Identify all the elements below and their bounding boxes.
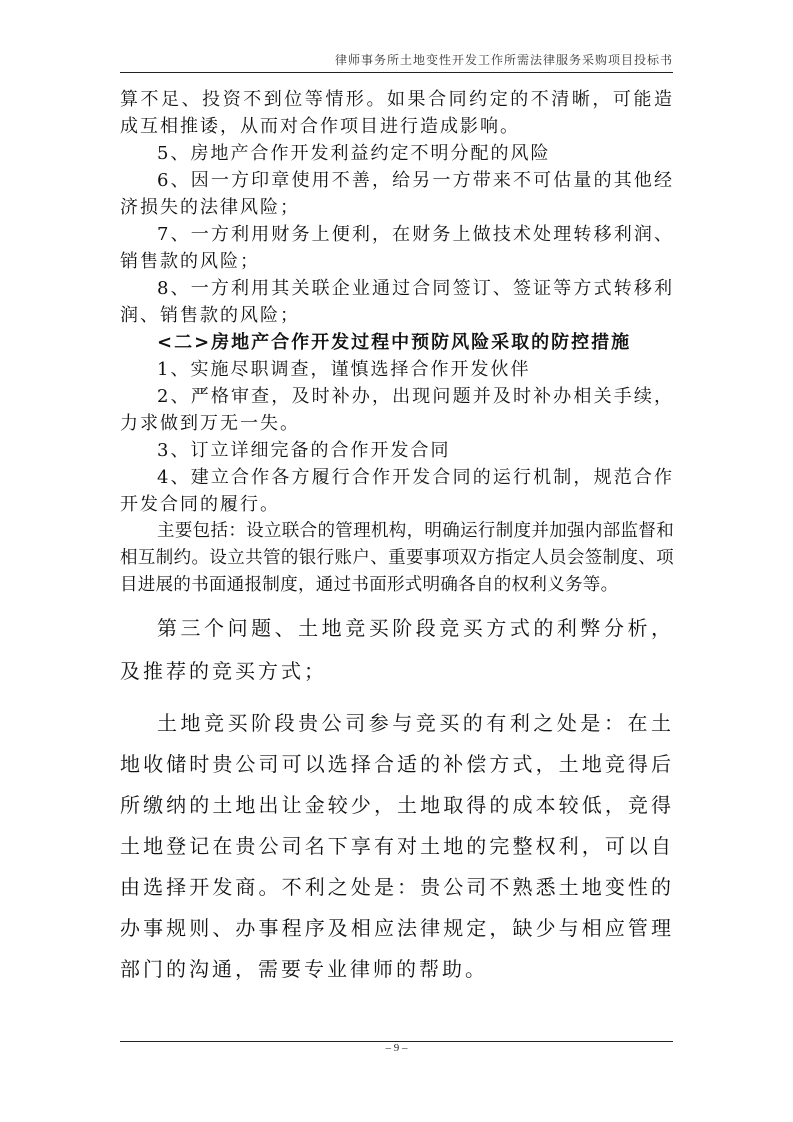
risk-item-7: 7、一方利用财务上便利，在财务上做技术处理转移利润、销售款的风险； bbox=[120, 224, 674, 272]
section-heading-prevention: <二>房地产合作开发过程中预防风险采取的防控措施 bbox=[157, 332, 632, 353]
measure-item-1: 1、实施尽职调查，谨慎选择合作开发伙伴 bbox=[157, 359, 531, 380]
bidding-analysis-paragraph: 土地竞买阶段贵公司参与竞买的有利之处是：在土地收储时贵公司可以选择合适的补偿方式，土地竞得后所缴纳的土地出让金较少，土地取得的成本较低，竞得土地登记在贵公司名下享有对土地的完整权利，可以自由选择开发商。不利之处是：贵公司不熟悉土地变性的办事规则、办事程序及相应法律规定，缺少与相应管理部门的沟通，需要专业律师的帮助。 bbox=[120, 711, 674, 981]
measure-item-2: 2、严格审查，及时补办，出现问题并及时补办相关手续，力求做到万无一失。 bbox=[120, 386, 674, 434]
paragraph-continuation: 算不足、投资不到位等情形。如果合同约定的不清晰，可能造成互相推诿，从而对合作项目进行造成影响。 bbox=[120, 89, 674, 137]
risk-item-6: 6、因一方印章使用不善，给另一方带来不可估量的其他经济损失的法律风险； bbox=[120, 170, 674, 218]
measure-details: 主要包括：设立联合的管理机构，明确运行制度并加强内部监督和相互制约。设立共管的银行账户、重要事项双方指定人员会签制度、项目进展的书面通报制度，通过书面形式明确各自的权利义务等。 bbox=[120, 521, 674, 595]
header-title: 律师事务所土地变性开发工作所需法律服务采购项目投标书 bbox=[334, 53, 673, 67]
risk-item-5: 5、房地产合作开发利益约定不明分配的风险 bbox=[157, 143, 551, 164]
question-three-heading: 第三个问题、土地竞买阶段竞买方式的利弊分析，及推荐的竞买方式； bbox=[120, 616, 674, 683]
risk-item-8: 8、一方利用其关联企业通过合同签订、签证等方式转移利润、销售款的风险； bbox=[120, 278, 674, 326]
document-body bbox=[120, 86, 674, 990]
page-number: – 9 – bbox=[385, 1042, 408, 1054]
page-header bbox=[120, 50, 673, 73]
measure-item-4: 4、建立合作各方履行合作开发合同的运行机制，规范合作开发合同的履行。 bbox=[120, 467, 674, 515]
measure-item-3: 3、订立详细完备的合作开发合同 bbox=[157, 440, 451, 461]
